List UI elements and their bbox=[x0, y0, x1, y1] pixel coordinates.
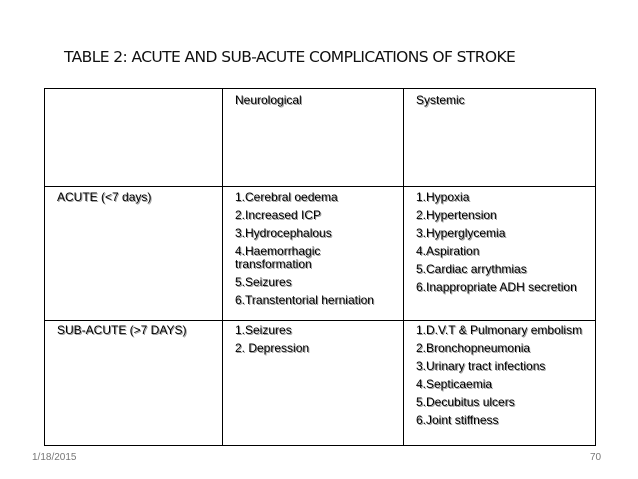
list-item: 4.Haemorrhagic transformation bbox=[235, 244, 321, 271]
row-label-acute: ACUTE (<7 days) bbox=[45, 187, 223, 321]
header-cell-systemic: Systemic bbox=[404, 89, 596, 187]
list-item: 4.Septicaemia bbox=[416, 377, 493, 391]
slide-title: TABLE 2: ACUTE AND SUB-ACUTE COMPLICATIONS OF STROKE bbox=[64, 48, 516, 66]
list-item: 2. Depression bbox=[235, 341, 310, 355]
list-item: 3.Hydrocephalous bbox=[235, 226, 332, 240]
list-item: 3.Hyperglycemia bbox=[416, 226, 506, 240]
list-item: 3.Urinary tract infections bbox=[416, 359, 546, 373]
list-item: 1.Cerebral oedema bbox=[235, 190, 338, 204]
list-item: 5.Decubitus ulcers bbox=[416, 395, 515, 409]
page-number: 70 bbox=[590, 452, 602, 463]
list-item: 6.Inappropriate ADH secretion bbox=[416, 280, 577, 294]
acute-neurological-cell bbox=[223, 187, 404, 321]
list-item: 1.D.V.T & Pulmonary embolism bbox=[416, 323, 583, 337]
table-row-subacute bbox=[45, 321, 596, 446]
acute-systemic-cell bbox=[404, 187, 596, 321]
list-item: 2.Increased ICP bbox=[235, 208, 322, 222]
subacute-systemic-cell bbox=[404, 321, 596, 446]
header-cell-empty bbox=[45, 89, 223, 187]
list-item: 1.Hypoxia bbox=[416, 190, 470, 204]
list-item: 6.Transtentorial herniation bbox=[235, 293, 374, 307]
table-header-row bbox=[45, 89, 596, 187]
list-item: 2.Bronchopneumonia bbox=[416, 341, 531, 355]
list-item: 4.Aspiration bbox=[416, 244, 480, 258]
complications-table bbox=[44, 88, 596, 446]
row-label-subacute: SUB-ACUTE (>7 DAYS) bbox=[45, 321, 223, 446]
list-item: 6.Joint stiffness bbox=[416, 413, 499, 427]
list-item: 5.Seizures bbox=[235, 275, 292, 289]
footer-date: 1/18/2015 bbox=[32, 452, 77, 463]
subacute-neurological-cell bbox=[223, 321, 404, 446]
table-row-acute bbox=[45, 187, 596, 321]
header-cell-neurological: Neurological bbox=[223, 89, 404, 187]
list-item: 1.Seizures bbox=[235, 323, 292, 337]
list-item: 2.Hypertension bbox=[416, 208, 497, 222]
list-item: 5.Cardiac arrythmias bbox=[416, 262, 527, 276]
